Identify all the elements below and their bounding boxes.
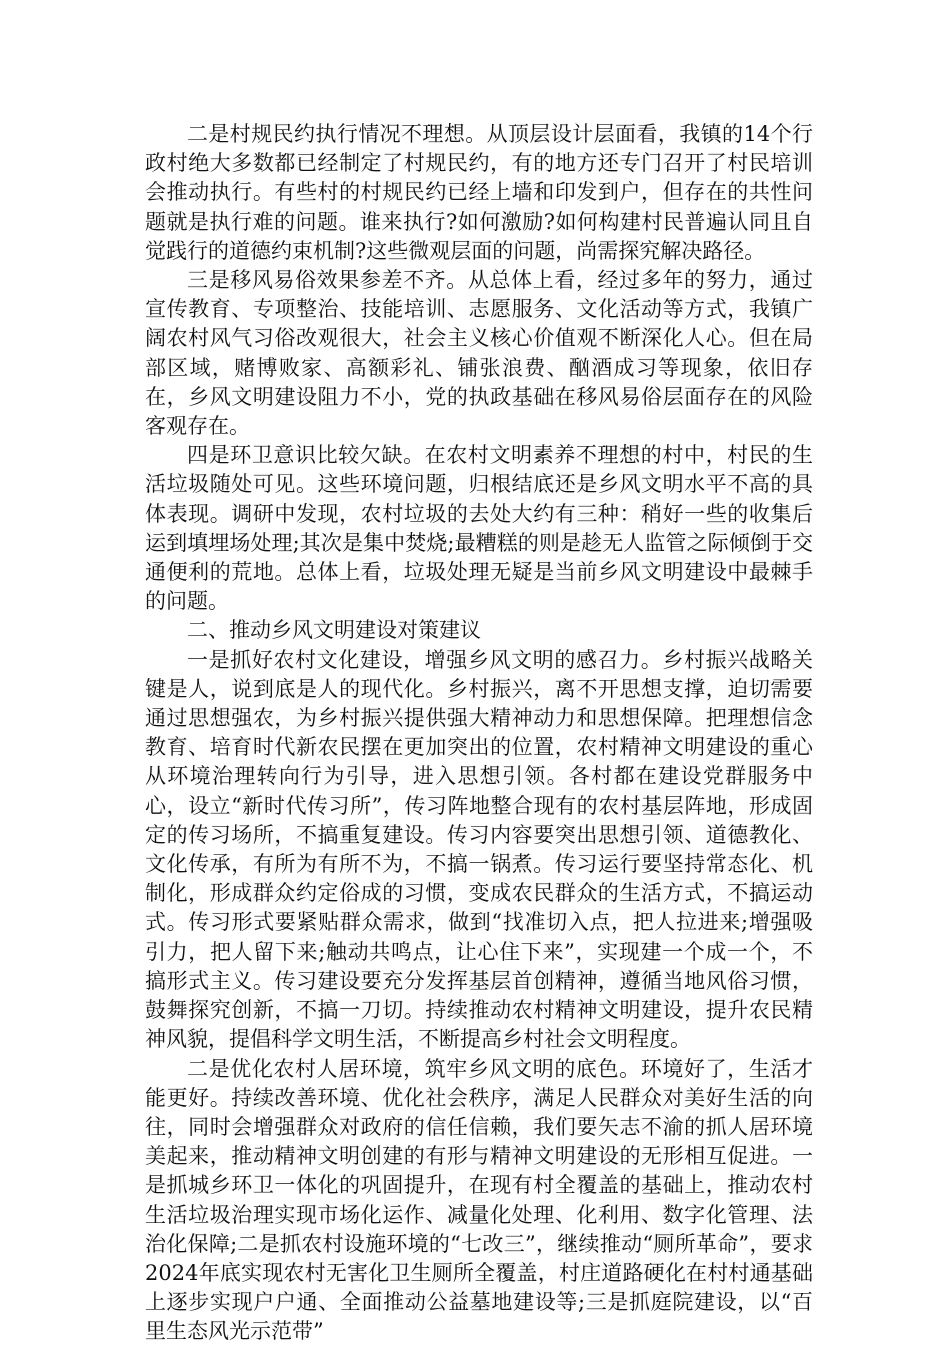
paragraph-customs-reform: 三是移风易俗效果参差不齐。从总体上看，经过多年的努力，通过宣传教育、专项整治、技能培训、志愿服务、文化活动等方式，我镇广阔农村风气习俗改观很大，社会主义核心价值观不断深化人心。但在局部区域，赌博败家、高额彩礼、铺张浪费、酗酒成习等现象，依旧存在，乡风文明建设阻力不小，党的执政基础在移风易俗层面存在的风险客观存在。: [145, 268, 813, 439]
paragraph-rural-culture: 一是抓好农村文化建设，增强乡风文明的感召力。乡村振兴战略关键是人，说到底是人的现代化。乡村振兴，离不开思想支撑，迫切需要通过思想强农，为乡村振兴提供强大精神动力和思想保障。把理想信念教育、培育时代新农民摆在更加突出的位置，农村精神文明建设的重心从环境治理转向行为引导，进入思想引领。各村都在建设党群服务中心，设立“新时代传习所”，传习阵地整合现有的农村基层阵地，形成固定的传习场所，不搞重复建设。传习内容要突出思想引领、道德教化、文化传承，有所为有所不为，不搞一锅煮。传习运行要坚持常态化、机制化，形成群众约定俗成的习惯，变成农民群众的生活方式，不搞运动式。传习形式要紧贴群众需求，做到“找准切入点，把人拉进来;增强吸引力，把人留下来;触动共鸣点，让心住下来”，实现建一个成一个，不搞形式主义。传习建设要充分发挥基层首创精神，遵循当地风俗习惯，鼓舞探究创新，不搞一刀切。持续推动农村精神文明建设，提升农民精神风貌，提倡科学文明生活，不断提高乡村社会文明程度。: [145, 647, 813, 1052]
document-body: [145, 120, 813, 1347]
paragraph-sanitation-awareness: 四是环卫意识比较欠缺。在农村文明素养不理想的村中，村民的生活垃圾随处可见。这些环境问题，归根结底还是乡风文明水平不高的具体表现。调研中发现，农村垃圾的去处大约有三种：稍好一些的收集后运到填埋场处理;其次是集中焚烧;最糟糕的则是趁无人监管之际倾倒于交通便利的荒地。总体上看，垃圾处理无疑是当前乡风文明建设中最棘手的问题。: [145, 443, 813, 614]
paragraph-village-rules: 二是村规民约执行情况不理想。从顶层设计层面看，我镇的14个行政村绝大多数都已经制定了村规民约，有的地方还专门召开了村民培训会推动执行。有些村的村规民约已经上墙和印发到户，但存在的共性问题就是执行难的问题。谁来执行?如何激励?如何构建村民普遍认同且自觉践行的道德约束机制?这些微观层面的问题，尚需探究解决路径。: [145, 122, 813, 263]
paragraph-living-environment: 二是优化农村人居环境，筑牢乡风文明的底色。环境好了，生活才能更好。持续改善环境、优化社会秩序，满足人民群众对美好生活的向往，同时会增强群众对政府的信任信赖，我们要矢志不渝的抓人居环境美起来，推动精神文明创建的有形与精神文明建设的无形相互促进。一是抓城乡环卫一体化的巩固提升，在现有村全覆盖的基础上，推动农村生活垃圾治理实现市场化运作、减量化处理、化利用、数字化管理、法治化保障;二是抓农村设施环境的“七改三”，继续推动“厕所革命”，要求2024年底实现农村无害化卫生厕所全覆盖，村庄道路硬化在村村通基础上逐步实现户户通、全面推动公益墓地建设等;三是抓庭院建设，以“百里生态风光示范带”: [145, 1056, 813, 1344]
section-heading: 二、推动乡风文明建设对策建议: [187, 618, 481, 643]
